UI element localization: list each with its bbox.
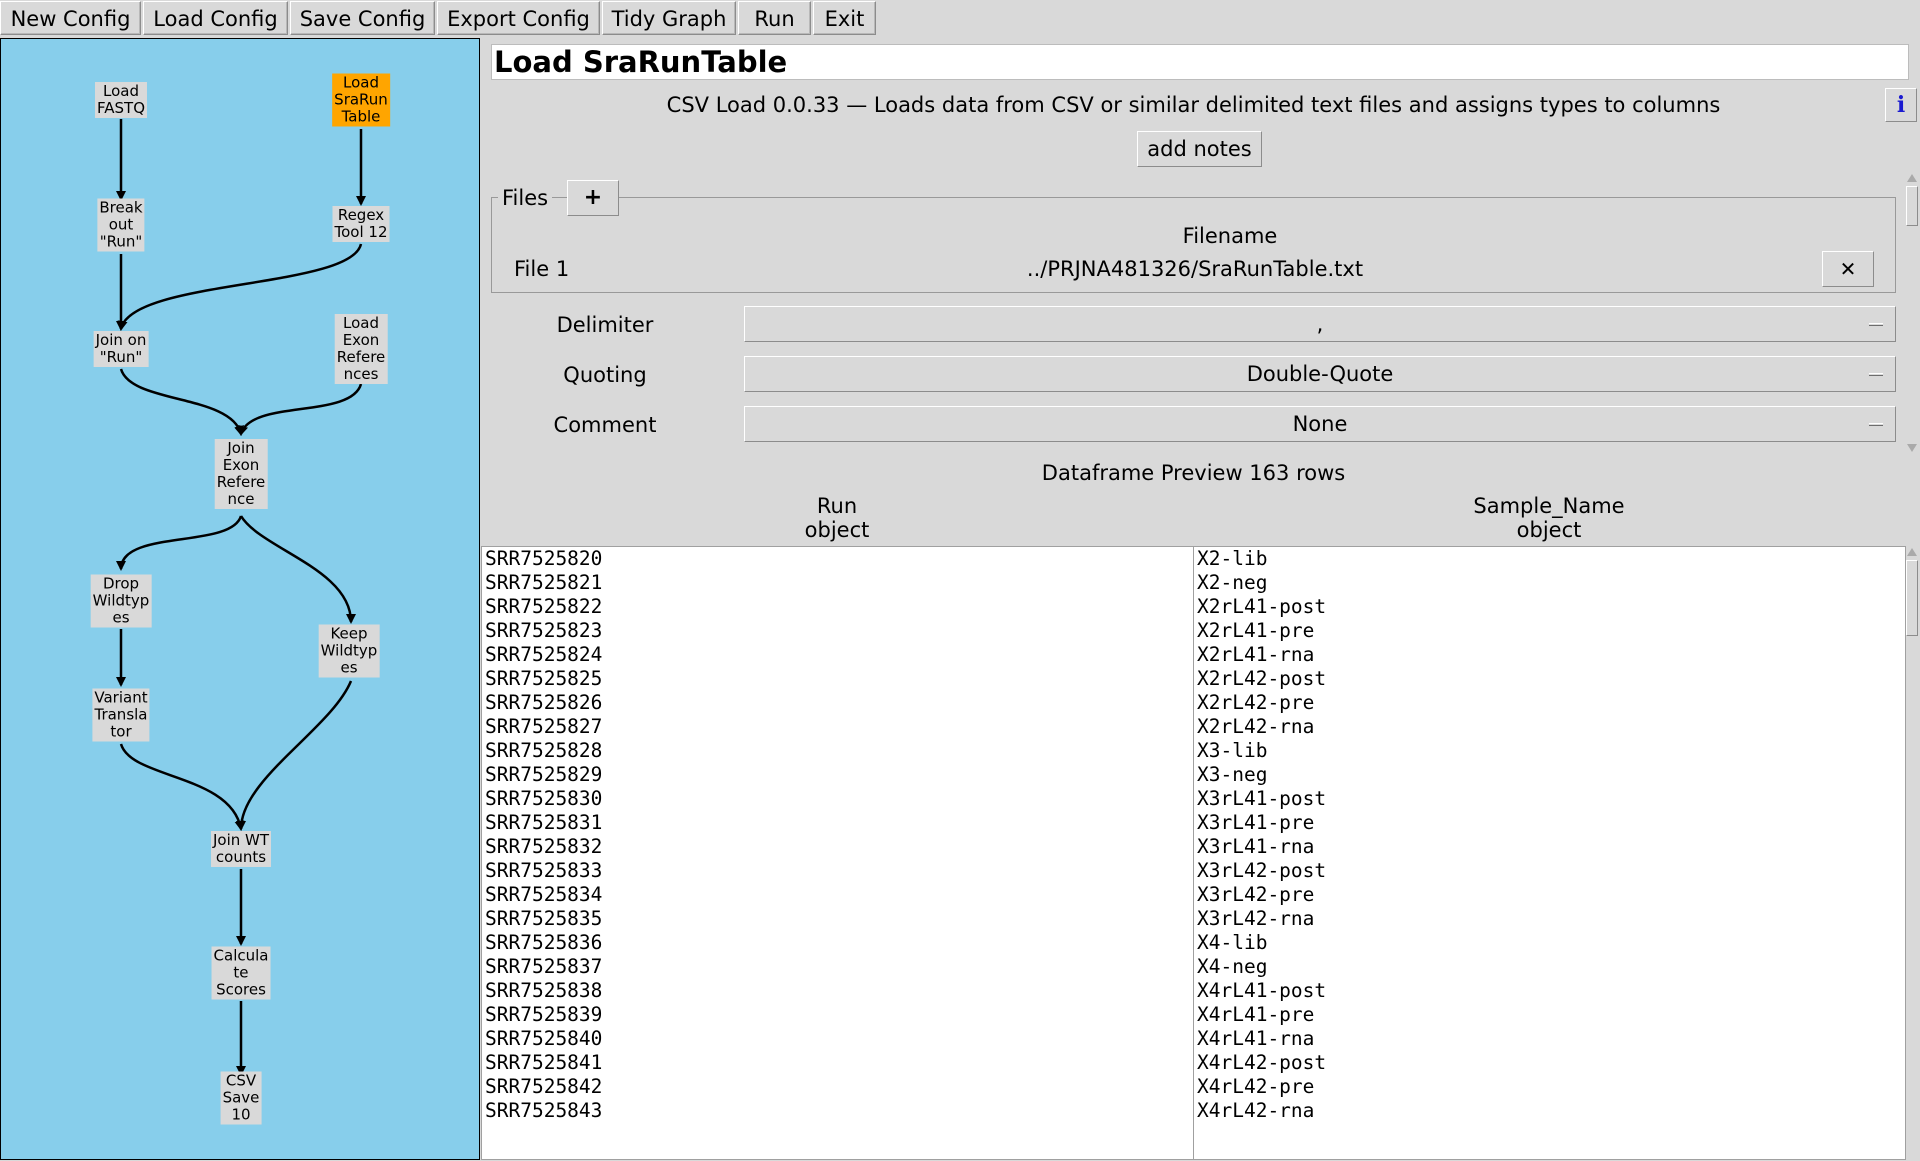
load-config-button[interactable]: Load Config — [143, 1, 288, 35]
delimiter-select[interactable] — [744, 306, 1896, 342]
node-regex-tool[interactable] — [333, 206, 390, 242]
dropdown-icon — [1869, 373, 1883, 376]
table-cell[interactable]: X3rL42-post — [1197, 859, 1327, 882]
node-label: Break out "Run" — [99, 198, 143, 251]
add-notes-button[interactable]: add notes — [1137, 131, 1262, 167]
run-button[interactable]: Run — [738, 1, 811, 35]
table-cell[interactable]: SRR7525827 — [485, 715, 603, 738]
node-label: CSV Save 10 — [222, 1071, 260, 1124]
table-cell[interactable]: X2-neg — [1197, 571, 1268, 594]
table-cell[interactable]: SRR7525830 — [485, 787, 603, 810]
toolbar — [0, 0, 1920, 38]
files-legend: Files — [498, 185, 552, 211]
table-cell[interactable]: X4rL42-post — [1197, 1051, 1327, 1074]
quoting-label: Quoting — [563, 363, 647, 387]
edge — [241, 516, 351, 622]
quoting-value: Double-Quote — [1246, 362, 1394, 386]
scroll-thumb[interactable] — [1906, 560, 1918, 636]
table-cell[interactable]: X4rL42-rna — [1197, 1099, 1315, 1122]
column-header-run — [481, 494, 1193, 542]
node-load-srarun-table[interactable] — [332, 74, 390, 127]
table-cell[interactable]: SRR7525820 — [485, 547, 603, 570]
node-label: Calcula te Scores — [213, 946, 269, 999]
table-cell[interactable]: SRR7525833 — [485, 859, 603, 882]
comment-select[interactable] — [744, 406, 1896, 442]
table-cell[interactable]: SRR7525829 — [485, 763, 603, 786]
node-label: Drop Wildtyp es — [92, 574, 150, 627]
save-config-button[interactable]: Save Config — [290, 1, 435, 35]
node-label: Load FASTQ — [96, 82, 146, 117]
column-name: Sample_Name — [1473, 494, 1625, 518]
table-cell[interactable]: SRR7525838 — [485, 979, 603, 1002]
table-cell[interactable]: X4-neg — [1197, 955, 1268, 978]
table-cell[interactable]: SRR7525821 — [485, 571, 603, 594]
table-cell[interactable]: SRR7525826 — [485, 691, 603, 714]
table-cell[interactable]: SRR7525841 — [485, 1051, 603, 1074]
column-name: Run — [816, 494, 858, 518]
scroll-up-icon[interactable] — [1907, 548, 1917, 556]
table-cell[interactable]: SRR7525831 — [485, 811, 603, 834]
node-label: Load SraRun Table — [334, 73, 388, 126]
table-cell[interactable]: SRR7525825 — [485, 667, 603, 690]
node-join-run[interactable] — [94, 331, 149, 367]
node-breakout-run[interactable] — [97, 199, 144, 252]
edge — [121, 244, 361, 329]
comment-label: Comment — [553, 413, 657, 437]
table-cell[interactable]: SRR7525822 — [485, 595, 603, 618]
edge — [121, 744, 241, 829]
table-cell[interactable]: X4rL42-pre — [1197, 1075, 1315, 1098]
edge — [241, 681, 351, 829]
table-cell[interactable]: SRR7525839 — [485, 1003, 603, 1026]
table-cell[interactable]: SRR7525835 — [485, 907, 603, 930]
plugin-title-input[interactable]: Load SraRunTable — [491, 44, 1909, 80]
table-cell[interactable]: X2rL42-rna — [1197, 715, 1315, 738]
table-cell[interactable]: SRR7525843 — [485, 1099, 603, 1122]
table-cell[interactable]: SRR7525836 — [485, 931, 603, 954]
node-label: Join Exon Refere nce — [216, 439, 266, 508]
node-variant-translator[interactable] — [92, 689, 149, 742]
file-label: File 1 — [514, 257, 570, 281]
node-label: Keep Wildtyp es — [320, 624, 378, 677]
node-calculate-scores[interactable] — [212, 947, 271, 1000]
table-cell[interactable]: X3rL41-post — [1197, 787, 1327, 810]
table-cell[interactable]: SRR7525837 — [485, 955, 603, 978]
exit-button[interactable]: Exit — [813, 1, 876, 35]
node-keep-wildtypes[interactable] — [319, 625, 380, 678]
table-cell[interactable]: X4rL41-rna — [1197, 1027, 1315, 1050]
column-type: object — [804, 518, 870, 542]
node-join-wt-counts[interactable] — [211, 831, 271, 867]
node-drop-wildtypes[interactable] — [91, 575, 152, 628]
node-join-exon-reference[interactable] — [215, 439, 268, 509]
node-load-exon-references[interactable] — [335, 314, 388, 384]
table-cell[interactable]: SRR7525842 — [485, 1075, 603, 1098]
dropdown-icon — [1869, 323, 1883, 326]
table-cell[interactable]: X3rL41-rna — [1197, 835, 1315, 858]
table-cell[interactable]: SRR7525824 — [485, 643, 603, 666]
remove-file-button[interactable] — [1822, 251, 1874, 287]
table-cell[interactable]: X2rL41-pre — [1197, 619, 1315, 642]
node-label: Join WT counts — [212, 831, 270, 866]
pipeline-graph[interactable] — [0, 38, 480, 1160]
table-scrollbar[interactable] — [1906, 546, 1918, 1160]
table-cell[interactable]: X3rL42-pre — [1197, 883, 1315, 906]
column-header-sample-name — [1193, 494, 1905, 542]
table-cell[interactable]: X2rL41-post — [1197, 595, 1327, 618]
edge — [241, 384, 361, 434]
table-cell[interactable]: X2rL41-rna — [1197, 643, 1315, 666]
table-cell[interactable]: X4rL41-pre — [1197, 1003, 1315, 1026]
table-cell[interactable]: X3rL41-pre — [1197, 811, 1315, 834]
table-cell[interactable]: SRR7525823 — [485, 619, 603, 642]
plugin-description: CSV Load 0.0.33 — Loads data from CSV or similar delimited text files and assigns types to columns — [666, 93, 1721, 117]
node-label: Regex Tool 12 — [334, 206, 388, 241]
scroll-down-icon[interactable] — [1907, 444, 1917, 452]
quoting-select[interactable] — [744, 356, 1896, 392]
new-config-button[interactable]: New Config — [0, 1, 141, 35]
info-icon[interactable]: i — [1885, 88, 1917, 122]
file-path[interactable]: ../PRJNA481326/SraRunTable.txt — [1026, 257, 1364, 281]
table-cell[interactable]: X2rL42-post — [1197, 667, 1327, 690]
preview-header: Dataframe Preview 163 rows — [1041, 461, 1346, 485]
table-cell[interactable]: X2-lib — [1197, 547, 1268, 570]
table-cell[interactable]: X3-lib — [1197, 739, 1268, 762]
close-icon: ✕ — [1839, 257, 1857, 281]
run-column[interactable] — [481, 546, 1194, 1160]
table-cell[interactable]: X4-lib — [1197, 931, 1268, 954]
node-csv-save[interactable] — [221, 1072, 262, 1125]
table-cell[interactable]: SRR7525834 — [485, 883, 603, 906]
add-file-button[interactable]: + — [567, 180, 619, 216]
node-label: Join on "Run" — [95, 331, 147, 366]
node-label: Load Exon Refere nces — [336, 314, 386, 383]
table-cell[interactable]: SRR7525840 — [485, 1027, 603, 1050]
scroll-thumb[interactable] — [1906, 186, 1918, 226]
table-cell[interactable]: X3rL42-rna — [1197, 907, 1315, 930]
delimiter-label: Delimiter — [556, 313, 654, 337]
node-label: Variant Transla tor — [94, 688, 148, 741]
delimiter-value: , — [1316, 312, 1324, 336]
export-config-button[interactable]: Export Config — [437, 1, 600, 35]
edge — [121, 369, 241, 434]
table-cell[interactable]: X3-neg — [1197, 763, 1268, 786]
table-cell[interactable]: X2rL42-pre — [1197, 691, 1315, 714]
options-scrollbar[interactable] — [1906, 172, 1918, 454]
table-cell[interactable]: SRR7525832 — [485, 835, 603, 858]
edge — [121, 516, 241, 569]
column-type: object — [1516, 518, 1582, 542]
sample-name-column[interactable] — [1193, 546, 1906, 1160]
node-load-fastq[interactable] — [95, 82, 147, 118]
scroll-up-icon[interactable] — [1907, 174, 1917, 182]
tidy-graph-button[interactable]: Tidy Graph — [602, 1, 736, 35]
filename-header: Filename — [1182, 224, 1278, 248]
dropdown-icon — [1869, 423, 1883, 426]
comment-value: None — [1292, 412, 1348, 436]
table-cell[interactable]: SRR7525828 — [485, 739, 603, 762]
table-cell[interactable]: X4rL41-post — [1197, 979, 1327, 1002]
